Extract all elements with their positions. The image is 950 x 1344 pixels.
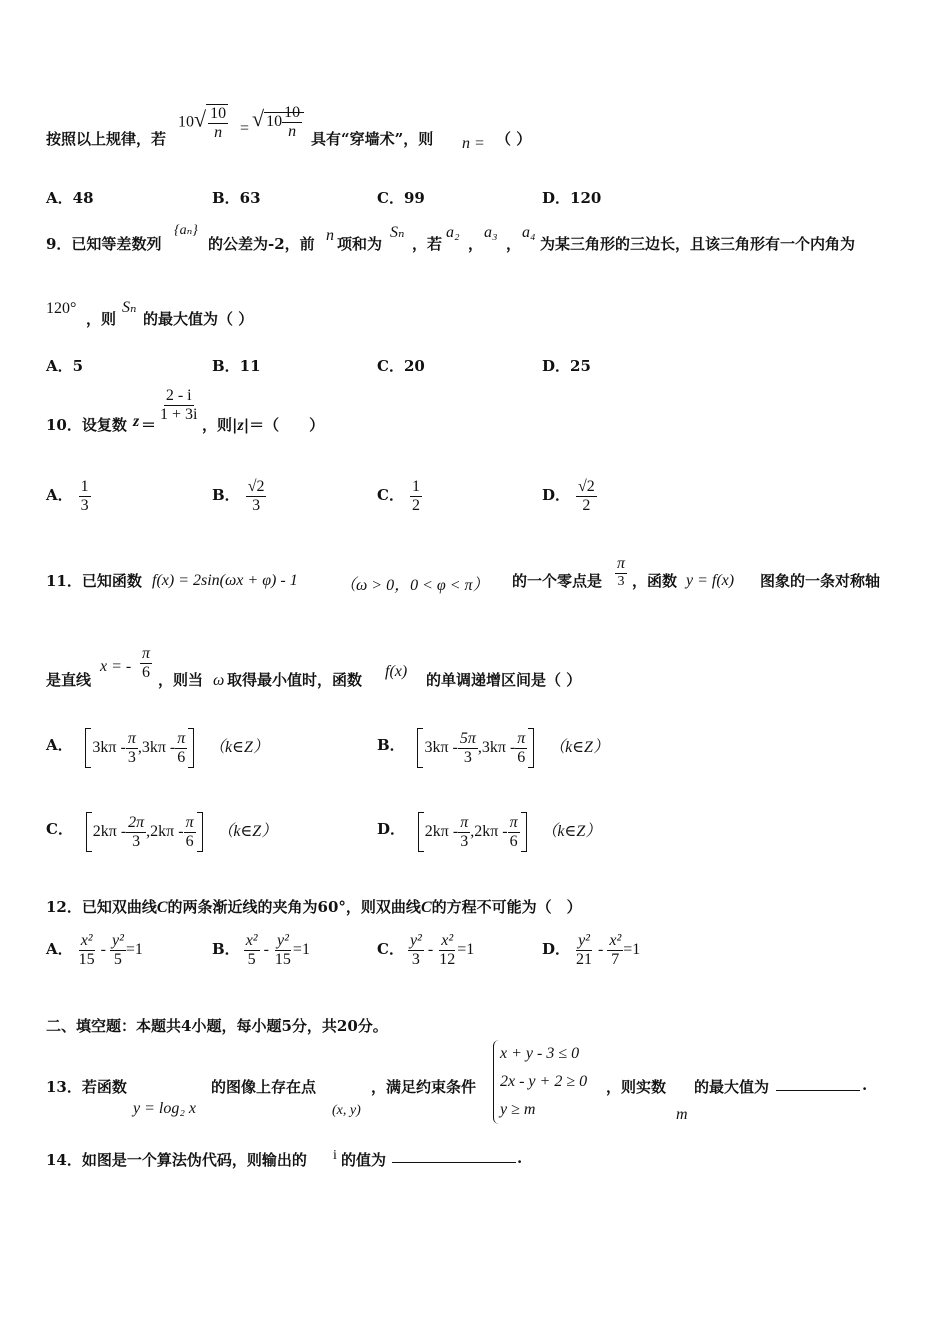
q14-i: i: [333, 1148, 337, 1163]
q11-option-b[interactable]: B． 3kπ - $\frac{5\pi}{3}$ ,3kπ - $\frac{\pi}{6}$ （k∈Z）: [377, 728, 609, 768]
q10-option-c[interactable]: C． $\frac{1}{2}$: [377, 478, 420, 514]
q13-constraint-1: x + y - 3 ≤ 0: [500, 1045, 580, 1062]
q9-option-d[interactable]: D．25: [542, 357, 591, 375]
q11-text-2: 的一个零点是: [512, 572, 603, 590]
q11-text-7: 取得最小值时，函数: [227, 671, 363, 689]
q13-text-2: 的图像上存在点: [211, 1078, 317, 1096]
q9-a4: a₄: [522, 224, 536, 241]
q10-z: z: [133, 413, 140, 430]
q14-answer-blank[interactable]: [392, 1162, 516, 1163]
q13-text-3: ，满足约束条件: [371, 1078, 477, 1096]
q11-text-4: 图象的一条对称轴: [760, 572, 881, 590]
q10-fraction: $\frac{2 - i}{1 + 3i}$: [160, 387, 198, 423]
q8-expr-b: √ 10 $\frac{10}{n}$: [252, 104, 304, 140]
q11-text-6: ，则当: [158, 671, 204, 689]
q8-expr-a-coef: 10: [178, 113, 194, 131]
q12-option-b[interactable]: B． $\frac{\text{x²}}{5}$ - $\frac{\text{y²}}{15}$ =1: [212, 932, 310, 968]
q8-option-d[interactable]: D．120: [542, 189, 602, 207]
q13-period: .: [862, 1076, 868, 1094]
q13-m: m: [676, 1106, 688, 1123]
q10-option-a[interactable]: A． $\frac{1}{3}$: [46, 478, 89, 514]
q9-text-3: 项和为: [337, 235, 383, 253]
q14-text-1: 14．如图是一个算法伪代码，则输出的: [46, 1151, 307, 1169]
q9-comma-2: ，: [506, 235, 522, 253]
q11-axis: $\frac{\pi}{6}$: [142, 645, 151, 681]
q9-text-6: ，则: [86, 310, 117, 328]
q12-option-a[interactable]: A． $\frac{\text{x²}}{15}$ - $\frac{\text{y²}}{5}$ =1: [46, 932, 143, 968]
q9-sn-2: Sₙ: [122, 299, 137, 316]
q9-text-2: 的公差为-2，前: [208, 235, 315, 253]
q8-prefix: 按照以上规律，若: [46, 130, 167, 148]
q13-point: (x, y): [332, 1103, 361, 1118]
q11-yfx: y = f(x): [686, 572, 735, 589]
q9-n: n: [326, 227, 334, 244]
q9-option-b[interactable]: B．11: [212, 357, 261, 375]
q11-omega: ω: [213, 672, 225, 689]
q10-prefix: 10．设复数: [46, 416, 127, 434]
q9-text-4: ，若: [412, 235, 443, 253]
q13-func: y = log₂ x: [133, 1100, 197, 1117]
q9-comma-1: ，: [468, 235, 484, 253]
q14-period: .: [517, 1149, 523, 1167]
q10-eq: ＝: [141, 416, 157, 434]
q11-option-a[interactable]: A． 3kπ - $\frac{\pi}{3}$ ,3kπ - $\frac{\pi}{6}$ （k∈Z）: [46, 728, 269, 768]
q13-text-4: ，则实数: [606, 1078, 667, 1096]
q8-option-c[interactable]: C．99: [377, 189, 425, 207]
q13-text-1: 13．若函数: [46, 1078, 127, 1096]
q11-option-d[interactable]: D． 2kπ - $\frac{\pi}{3}$ ,2kπ - $\frac{\pi}{6}$ （k∈Z）: [377, 812, 601, 852]
q13-constraints: [493, 1040, 587, 1124]
q8-n-eq: n =: [462, 135, 485, 152]
q11-text-3: ，函数: [632, 572, 678, 590]
q9-a2: a₂: [446, 224, 460, 241]
q14-text-2: 的值为: [341, 1151, 387, 1169]
q8-middle: 具有“穿墙术”，则: [311, 130, 434, 148]
q13-text-5: 的最大值为: [694, 1078, 770, 1096]
q11-option-c[interactable]: C． 2kπ - $\frac{2\pi}{3}$ ,2kπ - $\frac{\pi}{6}$ （k∈Z）: [46, 812, 277, 852]
q11-fx: f(x): [385, 663, 408, 680]
q9-text-5: 为某三角形的三边长，且该三角形有一个内角为: [540, 235, 856, 253]
q12-stem: 12．已知双曲线C的两条渐近线的夹角为60°，则双曲线C的方程不可能为（ ）: [46, 898, 582, 916]
q9-text-1: 9．已知等差数列: [46, 235, 162, 253]
q8-suffix: （ ）: [496, 130, 532, 148]
q8-frac-b: $\frac{10}{n}$: [284, 104, 301, 140]
q13-answer-blank[interactable]: [776, 1090, 860, 1091]
q8-line: [46, 128, 166, 149]
q12-option-d[interactable]: D． $\frac{\text{y²}}{21}$ - $\frac{\text{x²}}{7}$ =1: [542, 932, 641, 968]
q12-option-c[interactable]: C． $\frac{\text{y²}}{3}$ - $\frac{\text{x²}}{12}$ =1: [377, 932, 475, 968]
q9-option-c[interactable]: C．20: [377, 357, 425, 375]
q8-option-b[interactable]: B．63: [212, 189, 261, 207]
q11-func: f(x) = 2sin(ωx + φ) - 1: [152, 572, 298, 589]
q13-constraint-2: 2x - y + 2 ≥ 0: [500, 1073, 588, 1090]
q9-sn: Sₙ: [390, 224, 405, 241]
q11-text-5: 是直线: [46, 671, 92, 689]
q9-a3: a₃: [484, 224, 498, 241]
q9-angle: 120°: [46, 300, 77, 317]
q11-zero: $\frac{\pi}{3}$: [617, 555, 626, 589]
q10-option-b[interactable]: B． $\frac{√2}{3}$: [212, 478, 265, 514]
q13-constraint-3: y ≥ m: [500, 1101, 536, 1118]
q11-text-8: 的单调递增区间是（ ）: [426, 671, 582, 689]
q8-frac-a: $\frac{10}{n}$: [206, 104, 228, 141]
q10-option-d[interactable]: D． $\frac{√2}{2}$: [542, 478, 595, 514]
q8-expr-a: 10√ $\frac{10}{n}$: [178, 105, 227, 141]
q9-text-7: 的最大值为（ ）: [143, 310, 254, 328]
q11-cond: （ω > 0，0 < φ < π）: [340, 577, 489, 594]
q11-xeq: x = -: [100, 658, 132, 675]
q8-option-a[interactable]: A．48: [46, 189, 94, 207]
q11-text-1: 11．已知函数: [46, 572, 142, 590]
section-title: 二、填空题：本题共4小题，每小题5分，共20分。: [46, 1017, 388, 1035]
q9-an: {aₙ}: [174, 223, 198, 238]
q9-option-a[interactable]: A．5: [46, 357, 84, 375]
q8-eq: =: [240, 120, 250, 137]
q10-suffix: ，则|z|＝（ ）: [202, 416, 325, 434]
